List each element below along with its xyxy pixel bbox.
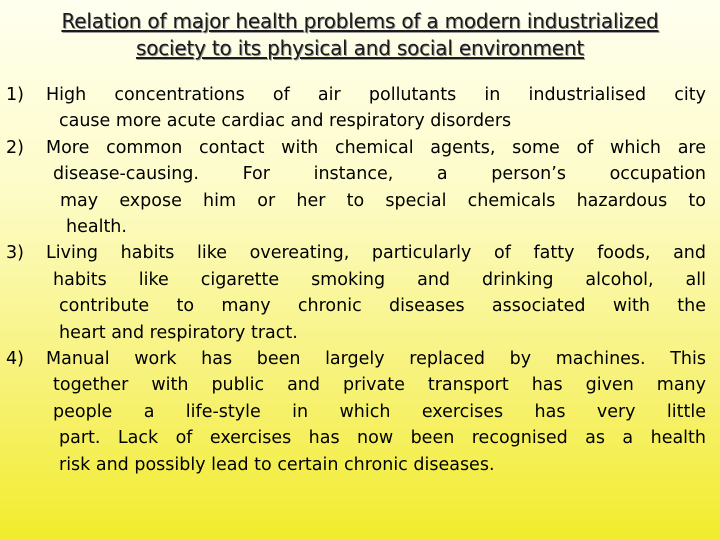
- item-line: may expose him or her to special chemicals hazardous to: [60, 190, 706, 211]
- title-line-2: society to its physical and social environment: [135, 36, 585, 60]
- problem-list: [6, 82, 706, 478]
- item-line: habits like cigarette smoking and drinking alcohol, all: [53, 269, 706, 290]
- list-item-4: [6, 346, 706, 478]
- item-line: contribute to many chronic diseases associated with the: [59, 296, 706, 317]
- item-line: Living habits like overeating, particularly of fatty foods, and: [46, 243, 706, 264]
- item-number: 4): [6, 349, 24, 370]
- item-line: part. Lack of exercises has now been recognised as a health: [59, 428, 706, 449]
- item-line: risk and possibly lead to certain chronic diseases.: [59, 454, 495, 475]
- item-number: 2): [6, 137, 24, 158]
- slide-title: [0, 0, 720, 62]
- item-line: disease-causing. For instance, a person’s occupation: [53, 164, 706, 185]
- item-line: people a life-style in which exercises has very little: [53, 401, 706, 422]
- item-number: 1): [6, 85, 24, 105]
- list-item-3: [6, 240, 706, 346]
- item-line: cause more acute cardiac and respiratory disorders: [59, 111, 512, 132]
- item-line: High concentrations of air pollutants in industrialised city: [46, 85, 706, 105]
- title-line-1: Relation of major health problems of a modern industrialized: [61, 9, 659, 33]
- item-line: Manual work has been largely replaced by machines. This: [46, 349, 706, 370]
- item-line: heart and respiratory tract.: [59, 322, 298, 343]
- list-item-1: [6, 82, 706, 135]
- item-line: health.: [66, 217, 127, 238]
- item-line: More common contact with chemical agents, some of which are: [46, 137, 706, 158]
- item-number: 3): [6, 243, 24, 264]
- item-line: together with public and private transport has given many: [53, 375, 706, 396]
- list-item-2: [6, 135, 706, 241]
